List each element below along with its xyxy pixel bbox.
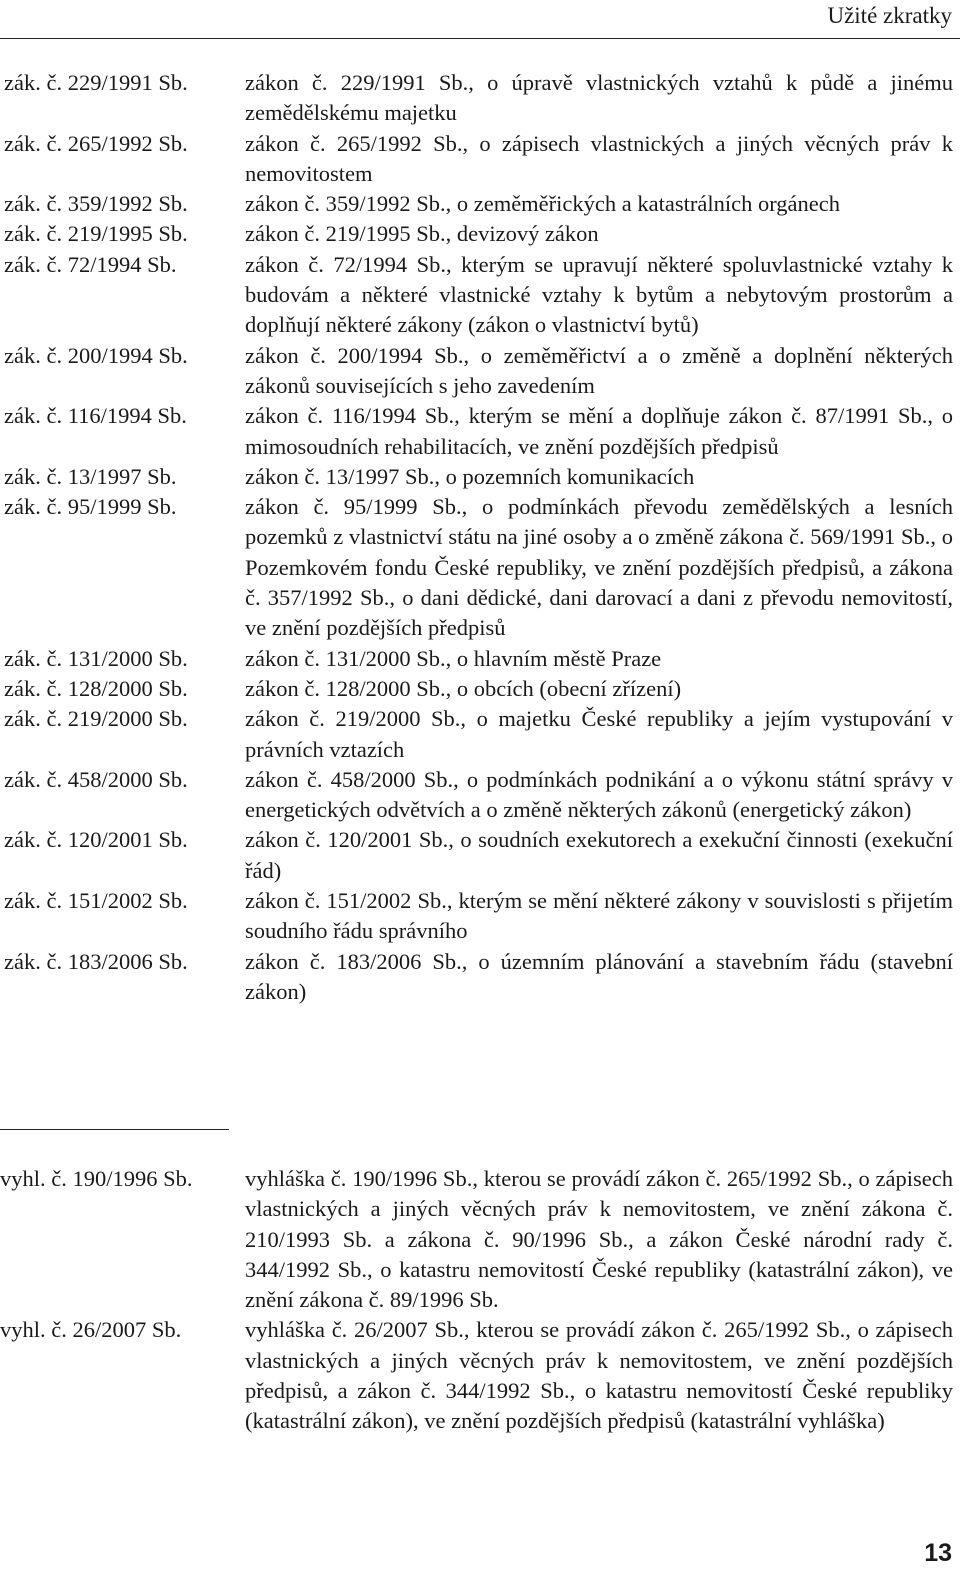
full-title: zákon č. 200/1994 Sb., o zeměměřictví a o změně a doplnění některých zákonů souvisejících s jeho zavedením [245,342,953,398]
full-title: zákon č. 128/2000 Sb., o obcích (obecní zřízení) [245,675,682,701]
list-item [0,341,960,402]
abbreviation: zák. č. 265/1992 Sb. [4,130,188,156]
full-title: zákon č. 131/2000 Sb., o hlavním městě Praze [245,645,662,671]
abbreviation: zák. č. 359/1992 Sb. [4,191,188,217]
full-title: zákon č. 13/1997 Sb., o pozemních komunikacích [245,463,695,489]
abbreviation: zák. č. 120/2001 Sb. [4,827,188,853]
abbreviation: zák. č. 13/1997 Sb. [4,463,177,489]
abbreviation: zák. č. 151/2002 Sb. [4,888,188,914]
full-title: zákon č. 229/1991 Sb., o úpravě vlastnických vztahů k půdě a jinému zemědělskému majetku [245,70,953,126]
abbreviation: zák. č. 72/1994 Sb. [4,251,177,277]
list-item [0,129,960,190]
full-title: zákon č. 151/2002 Sb., kterým se mění některé zákony v souvislosti s přijetím soudního řádu správního [245,888,953,944]
full-title: zákon č. 359/1992 Sb., o zeměměřických a katastrálních orgánech [245,191,840,217]
full-title: vyhláška č. 26/2007 Sb., kterou se provádí zákon č. 265/1992 Sb., o zápisech vlastnických a jiných věcných práv k nemovitostem, ve znění pozdějších předpisů, a zákon č. 344/1992 Sb., o katastru nemovitostí České republiky (katastrální zákon), ve znění pozdějších předpisů (katastrální vyhláška) [245,1317,953,1434]
list-item [0,704,960,765]
abbreviation: zák. č. 200/1994 Sb. [4,342,188,368]
list-item [0,189,960,219]
abbreviation: zák. č. 95/1999 Sb. [4,494,177,520]
full-title: zákon č. 120/2001 Sb., o soudních exekutorech a exekuční činnosti (exekuční řád) [245,827,953,883]
page-header [0,0,960,40]
abbreviation: zák. č. 229/1991 Sb. [4,70,188,95]
abbreviation: vyhl. č. 26/2007 Sb. [0,1317,182,1343]
abbreviation: zák. č. 128/2000 Sb. [4,675,188,701]
full-title: zákon č. 219/2000 Sb., o majetku České republiky a jejím vystupování v právních vztazích [245,706,953,762]
abbreviation: zák. č. 131/2000 Sb. [4,645,188,671]
list-item [0,886,960,947]
full-title: zákon č. 219/1995 Sb., devizový zákon [245,221,599,247]
full-title: zákon č. 183/2006 Sb., o územním plánování a stavebním řádu (stavební zákon) [245,948,953,1004]
list-item [0,825,960,886]
abbreviation: vyhl. č. 190/1996 Sb. [0,1166,193,1191]
full-title: zákon č. 95/1999 Sb., o podmínkách převodu zemědělských a lesních pozemků z vlastnictví státu na jiné osoby a o změně zákona č. 569/1991 Sb., o Pozemkovém fondu České republiky, ve znění pozdějších předpisů, a zákona č. 357/1992 Sb., o dani dědické, dani darovací a dani z převodu nemovitostí, ve znění pozdějších předpisů [245,494,953,641]
page-number: 13 [924,1539,952,1567]
list-item [0,765,960,826]
abbreviation: zák. č. 458/2000 Sb. [4,766,188,792]
list-item [0,674,960,704]
list-item [0,644,960,674]
laws-abbreviation-list [0,68,960,1007]
full-title: zákon č. 72/1994 Sb., kterým se upravují některé spoluvlastnické vztahy k budovám a některé vlastnické vztahy k bytům a nebytovým prostorům a doplňují některé zákony (zákon o vlastnictví bytů) [245,251,953,338]
full-title: zákon č. 265/1992 Sb., o zápisech vlastnických a jiných věcných práv k nemovitostem [245,130,953,186]
list-item [0,68,960,129]
list-item [0,1164,960,1315]
full-title: zákon č. 458/2000 Sb., o podmínkách podnikání a o výkonu státní správy v energetických odvětvích a o změně některých zákonů (energetický zákon) [245,766,953,823]
header-divider [0,38,960,39]
header-title: Užité zkratky [827,3,952,28]
list-item [0,462,960,492]
full-title: zákon č. 116/1994 Sb., kterým se mění a doplňuje zákon č. 87/1991 Sb., o mimosoudních rehabilitacích, ve znění pozdějších předpisů [245,403,953,459]
abbreviation: zák. č. 116/1994 Sb. [4,403,187,429]
list-item [0,401,960,462]
section-divider [0,1129,229,1130]
full-title: vyhláška č. 190/1996 Sb., kterou se provádí zákon č. 265/1992 Sb., o zápisech vlastnických a jiných věcných práv k nemovitostem, ve znění zákona č. 210/1993 Sb. a zákona č. 90/1996 Sb., a zákon České národní rady č. 344/1992 Sb., o katastru nemovitostí České republiky (katastrální zákon), ve znění zákona č. 89/1996 Sb. [245,1166,953,1313]
list-item [0,1315,960,1436]
abbreviation: zák. č. 183/2006 Sb. [4,948,188,974]
list-item [0,250,960,341]
abbreviation: zák. č. 219/2000 Sb. [4,706,188,732]
decrees-abbreviation-list [0,1164,960,1437]
list-item [0,947,960,1008]
list-item [0,492,960,643]
list-item [0,219,960,249]
abbreviation: zák. č. 219/1995 Sb. [4,221,188,247]
